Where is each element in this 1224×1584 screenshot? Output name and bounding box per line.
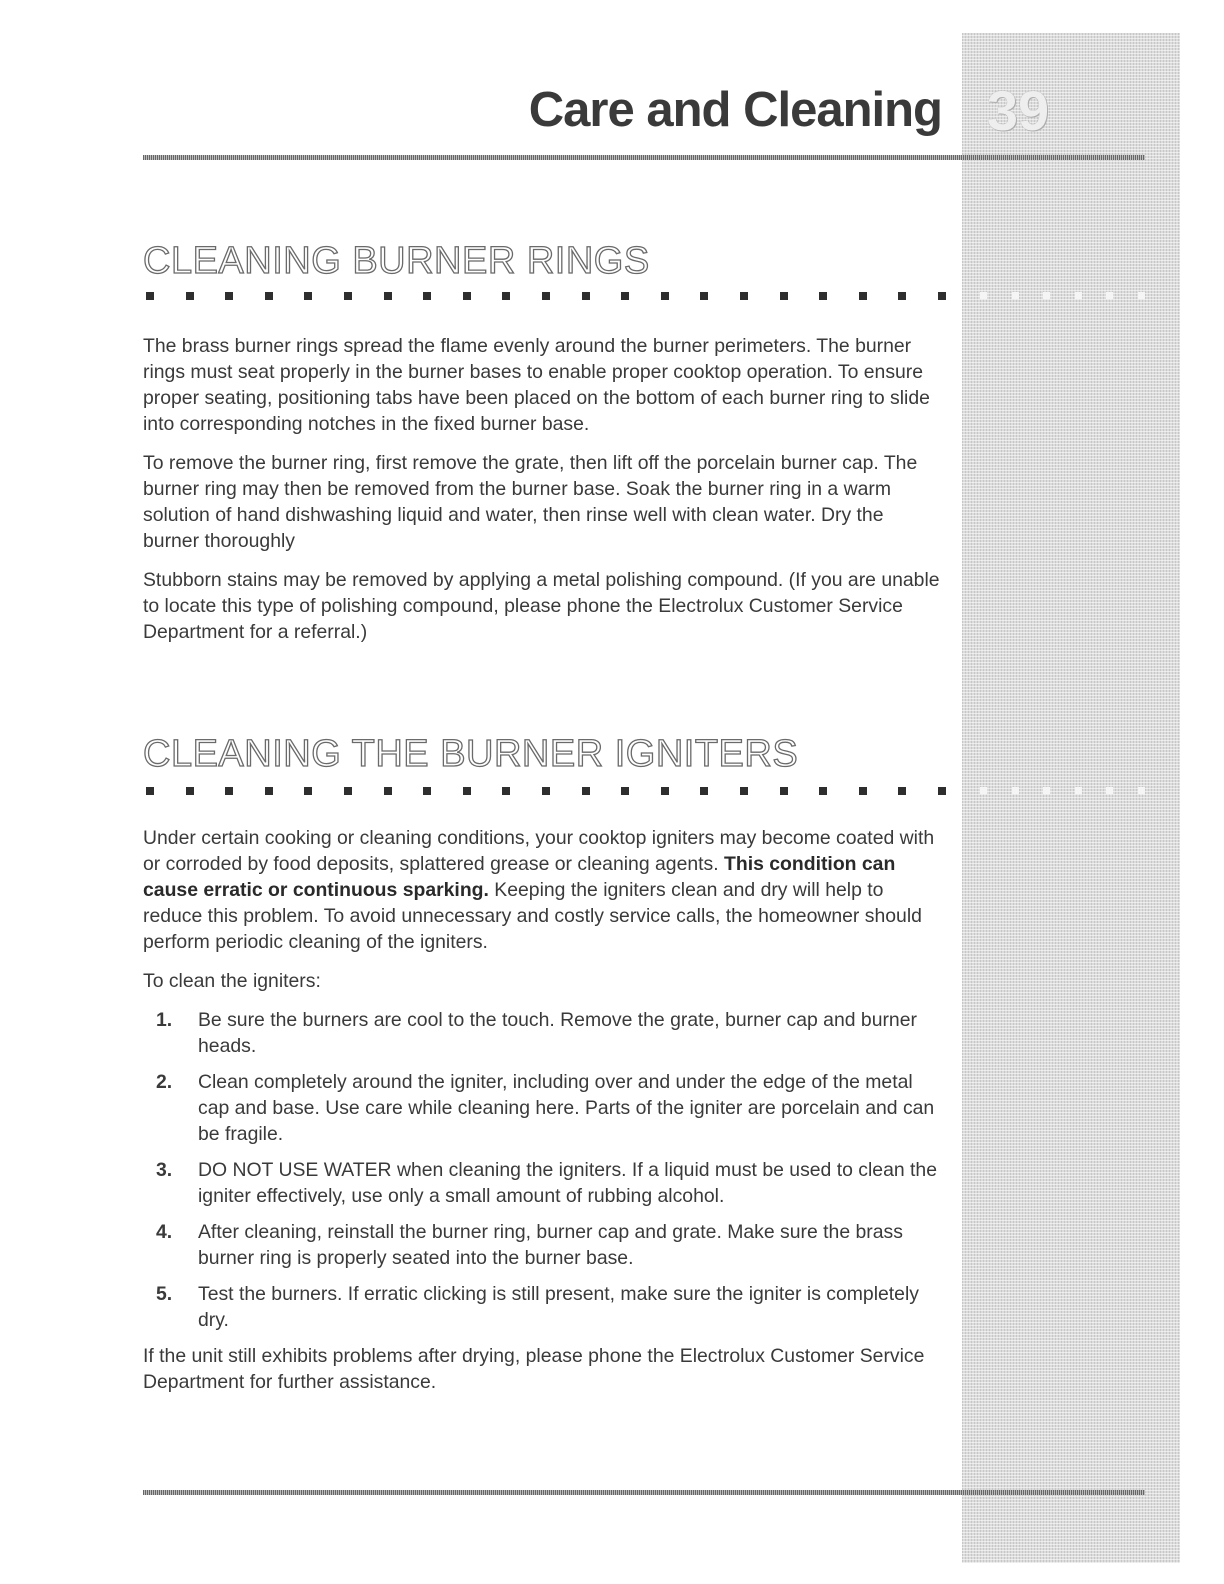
paragraph: The brass burner rings spread the flame evenly around the burner perimeters. The burner rings must seat properly in the burner bases to enable proper cooktop operation. To ensure proper seating, positioning tabs have been placed on the bottom of each burner ring to slide into corresponding notches in the fixed burner base.	[143, 335, 930, 435]
heading-dot-divider-extension	[980, 292, 1145, 299]
page-title: Care and Cleaning	[528, 83, 942, 137]
step-number: 3.	[156, 1159, 173, 1181]
step-text: DO NOT USE WATER when cleaning the igniters. If a liquid must be used to clean the igniter effectively, use only a small amount of rubbing alcohol.	[198, 1159, 937, 1207]
header-rule	[143, 155, 1145, 160]
section-heading-burner-igniters: CLEANING THE BURNER IGNITERS	[143, 733, 799, 775]
heading-dot-divider-extension	[980, 787, 1145, 794]
step-number: 2.	[156, 1071, 173, 1093]
intro-paragraph	[143, 825, 943, 955]
list-item	[143, 1219, 943, 1271]
warning-text: This condition can cause erratic or continuous sparking.	[143, 853, 896, 901]
step-text: Test the burners. If erratic clicking is still present, make sure the igniter is completely dry.	[198, 1283, 919, 1331]
step-number: 5.	[156, 1283, 173, 1305]
intro-text-continued: Keeping the igniters clean and dry will help to reduce this problem. To avoid unnecessary and costly service calls, the homeowner should perform periodic cleaning of the igniters.	[143, 879, 922, 953]
paragraph: Stubborn stains may be removed by applying a metal polishing compound. (If you are unable to locate this type of polishing compound, please phone the Electrolux Customer Service Department for a referral.)	[143, 569, 940, 643]
step-text: Be sure the burners are cool to the touch. Remove the grate, burner cap and burner heads.	[198, 1009, 917, 1057]
list-item	[143, 1157, 943, 1209]
burner-igniters-body	[143, 825, 943, 1408]
list-item	[143, 1069, 943, 1147]
list-item	[143, 1007, 943, 1059]
intro-text: Under certain cooking or cleaning conditions, your cooktop igniters may become coated with or corroded by food deposits, splattered grease or cleaning agents.	[143, 827, 935, 875]
heading-dot-divider	[146, 787, 946, 795]
side-tab-band	[962, 33, 1180, 1563]
step-number: 1.	[156, 1009, 173, 1031]
step-text: Clean completely around the igniter, including over and under the edge of the metal cap and base. Use care while cleaning here. Parts of the igniter are porcelain and can be fragile.	[198, 1071, 935, 1145]
section-heading-burner-rings: CLEANING BURNER RINGS	[143, 240, 650, 282]
step-text: After cleaning, reinstall the burner ring, burner cap and grate. Make sure the brass burner ring is properly seated into the burner base.	[198, 1221, 903, 1269]
page-number: 39	[986, 79, 1050, 142]
paragraph: To remove the burner ring, first remove the grate, then lift off the porcelain burner cap. The burner ring may then be removed from the burner base. Soak the burner ring in a warm solution of hand dishwashing liquid and water, then rinse well with clean water. Dry the burner thoroughly	[143, 452, 918, 552]
list-item	[143, 1281, 943, 1333]
closing-paragraph: If the unit still exhibits problems after drying, please phone the Electrolux Customer Service Department for further assistance.	[143, 1345, 925, 1393]
heading-dot-divider	[146, 292, 946, 300]
cleaning-steps-list	[143, 1007, 943, 1333]
step-number: 4.	[156, 1221, 173, 1243]
burner-rings-body	[143, 333, 943, 658]
footer-rule	[143, 1490, 1145, 1495]
steps-lead: To clean the igniters:	[143, 970, 321, 992]
